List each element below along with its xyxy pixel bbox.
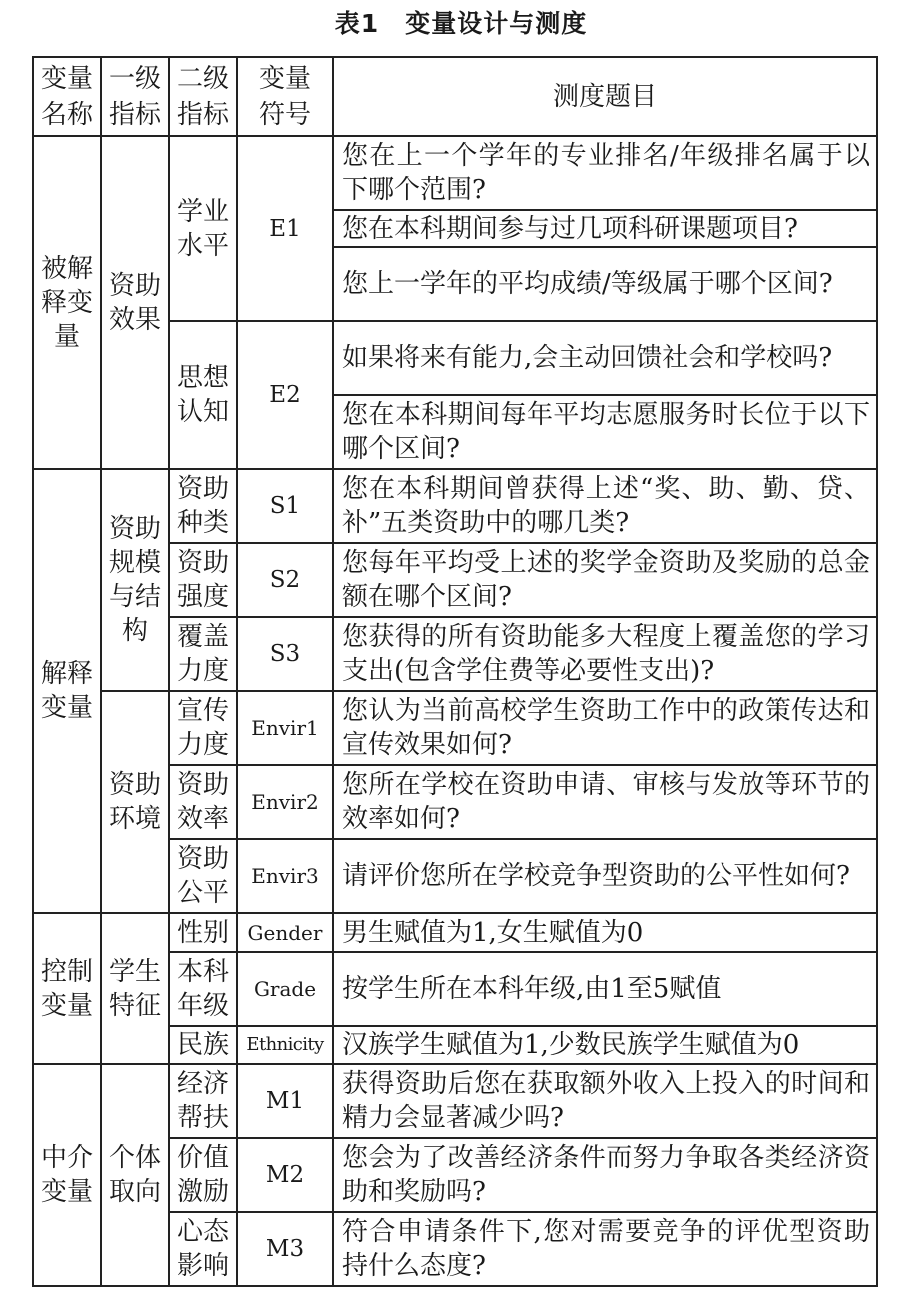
question-cell: 您所在学校在资助申请、审核与发放等环节的效率如何? bbox=[333, 765, 877, 839]
level2-cell: 思想认知 bbox=[169, 321, 237, 469]
question-cell: 男生赋值为1,女生赋值为0 bbox=[333, 913, 877, 952]
table-row bbox=[33, 1064, 877, 1138]
question-cell: 符合申请条件下,您对需要竞争的评优型资助持什么态度? bbox=[333, 1212, 877, 1286]
header-row bbox=[33, 57, 877, 136]
question-cell: 您会为了改善经济条件而努力争取各类经济资助和奖励吗? bbox=[333, 1138, 877, 1212]
symbol-cell: S2 bbox=[237, 543, 333, 617]
question-cell: 您在上一个学年的专业排名/年级排名属于以下哪个范围? bbox=[333, 136, 877, 210]
question-cell: 您在本科期间参与过几项科研课题项目? bbox=[333, 210, 877, 247]
question-cell: 您在本科期间每年平均志愿服务时长位于以下哪个区间? bbox=[333, 395, 877, 469]
question-cell: 如果将来有能力,会主动回馈社会和学校吗? bbox=[333, 321, 877, 395]
symbol-cell: M3 bbox=[237, 1212, 333, 1286]
level2-cell: 资助公平 bbox=[169, 839, 237, 913]
symbol-cell: M2 bbox=[237, 1138, 333, 1212]
table-row bbox=[33, 913, 877, 952]
level1-cell: 资助效果 bbox=[101, 136, 169, 469]
question-cell: 您上一学年的平均成绩/等级属于哪个区间? bbox=[333, 247, 877, 321]
level2-cell: 学业水平 bbox=[169, 136, 237, 321]
header-symbol: 变量符号 bbox=[237, 57, 333, 136]
symbol-cell: Gender bbox=[237, 913, 333, 952]
variable-design-table bbox=[32, 56, 878, 1287]
question-cell: 汉族学生赋值为1,少数民族学生赋值为0 bbox=[333, 1026, 877, 1064]
question-cell: 您获得的所有资助能多大程度上覆盖您的学习支出(包含学住费等必要性支出)? bbox=[333, 617, 877, 691]
level1-cell: 学生特征 bbox=[101, 913, 169, 1064]
header-level1: 一级指标 bbox=[101, 57, 169, 136]
var-name-cell: 中介变量 bbox=[33, 1064, 101, 1286]
symbol-cell: Ethnicity bbox=[237, 1026, 333, 1064]
question-cell: 获得资助后您在获取额外收入上投入的时间和精力会显著减少吗? bbox=[333, 1064, 877, 1138]
symbol-cell: Envir1 bbox=[237, 691, 333, 765]
symbol-cell: S1 bbox=[237, 469, 333, 543]
var-name-cell: 被解释变量 bbox=[33, 136, 101, 469]
question-cell: 您每年平均受上述的奖学金资助及奖励的总金额在哪个区间? bbox=[333, 543, 877, 617]
table-title bbox=[0, 6, 922, 42]
level1-cell: 资助规模与结构 bbox=[101, 469, 169, 691]
level1-cell: 个体取向 bbox=[101, 1064, 169, 1286]
table-row bbox=[33, 136, 877, 210]
symbol-cell: E1 bbox=[237, 136, 333, 321]
question-cell: 您在本科期间曾获得上述“奖、助、勤、贷、补”五类资助中的哪几类? bbox=[333, 469, 877, 543]
level2-cell: 覆盖力度 bbox=[169, 617, 237, 691]
table-number: 表1 bbox=[334, 9, 380, 38]
level2-cell: 资助强度 bbox=[169, 543, 237, 617]
level2-cell: 资助种类 bbox=[169, 469, 237, 543]
table-row bbox=[33, 691, 877, 765]
symbol-cell: Envir3 bbox=[237, 839, 333, 913]
symbol-cell: Envir2 bbox=[237, 765, 333, 839]
question-cell: 您认为当前高校学生资助工作中的政策传达和宣传效果如何? bbox=[333, 691, 877, 765]
header-question: 测度题目 bbox=[333, 57, 877, 136]
table-row bbox=[33, 469, 877, 543]
level2-cell: 本科年级 bbox=[169, 952, 237, 1026]
symbol-cell: M1 bbox=[237, 1064, 333, 1138]
header-level2: 二级指标 bbox=[169, 57, 237, 136]
table-caption: 变量设计与测度 bbox=[405, 9, 588, 38]
question-cell: 请评价您所在学校竞争型资助的公平性如何? bbox=[333, 839, 877, 913]
level2-cell: 心态影响 bbox=[169, 1212, 237, 1286]
level2-cell: 经济帮扶 bbox=[169, 1064, 237, 1138]
var-name-cell: 解释变量 bbox=[33, 469, 101, 913]
symbol-cell: E2 bbox=[237, 321, 333, 469]
symbol-cell: S3 bbox=[237, 617, 333, 691]
level2-cell: 民族 bbox=[169, 1026, 237, 1064]
header-var-name: 变量名称 bbox=[33, 57, 101, 136]
level2-cell: 价值激励 bbox=[169, 1138, 237, 1212]
level2-cell: 宣传力度 bbox=[169, 691, 237, 765]
level2-cell: 性别 bbox=[169, 913, 237, 952]
symbol-cell: Grade bbox=[237, 952, 333, 1026]
level2-cell: 资助效率 bbox=[169, 765, 237, 839]
question-cell: 按学生所在本科年级,由1至5赋值 bbox=[333, 952, 877, 1026]
level1-cell: 资助环境 bbox=[101, 691, 169, 913]
var-name-cell: 控制变量 bbox=[33, 913, 101, 1064]
